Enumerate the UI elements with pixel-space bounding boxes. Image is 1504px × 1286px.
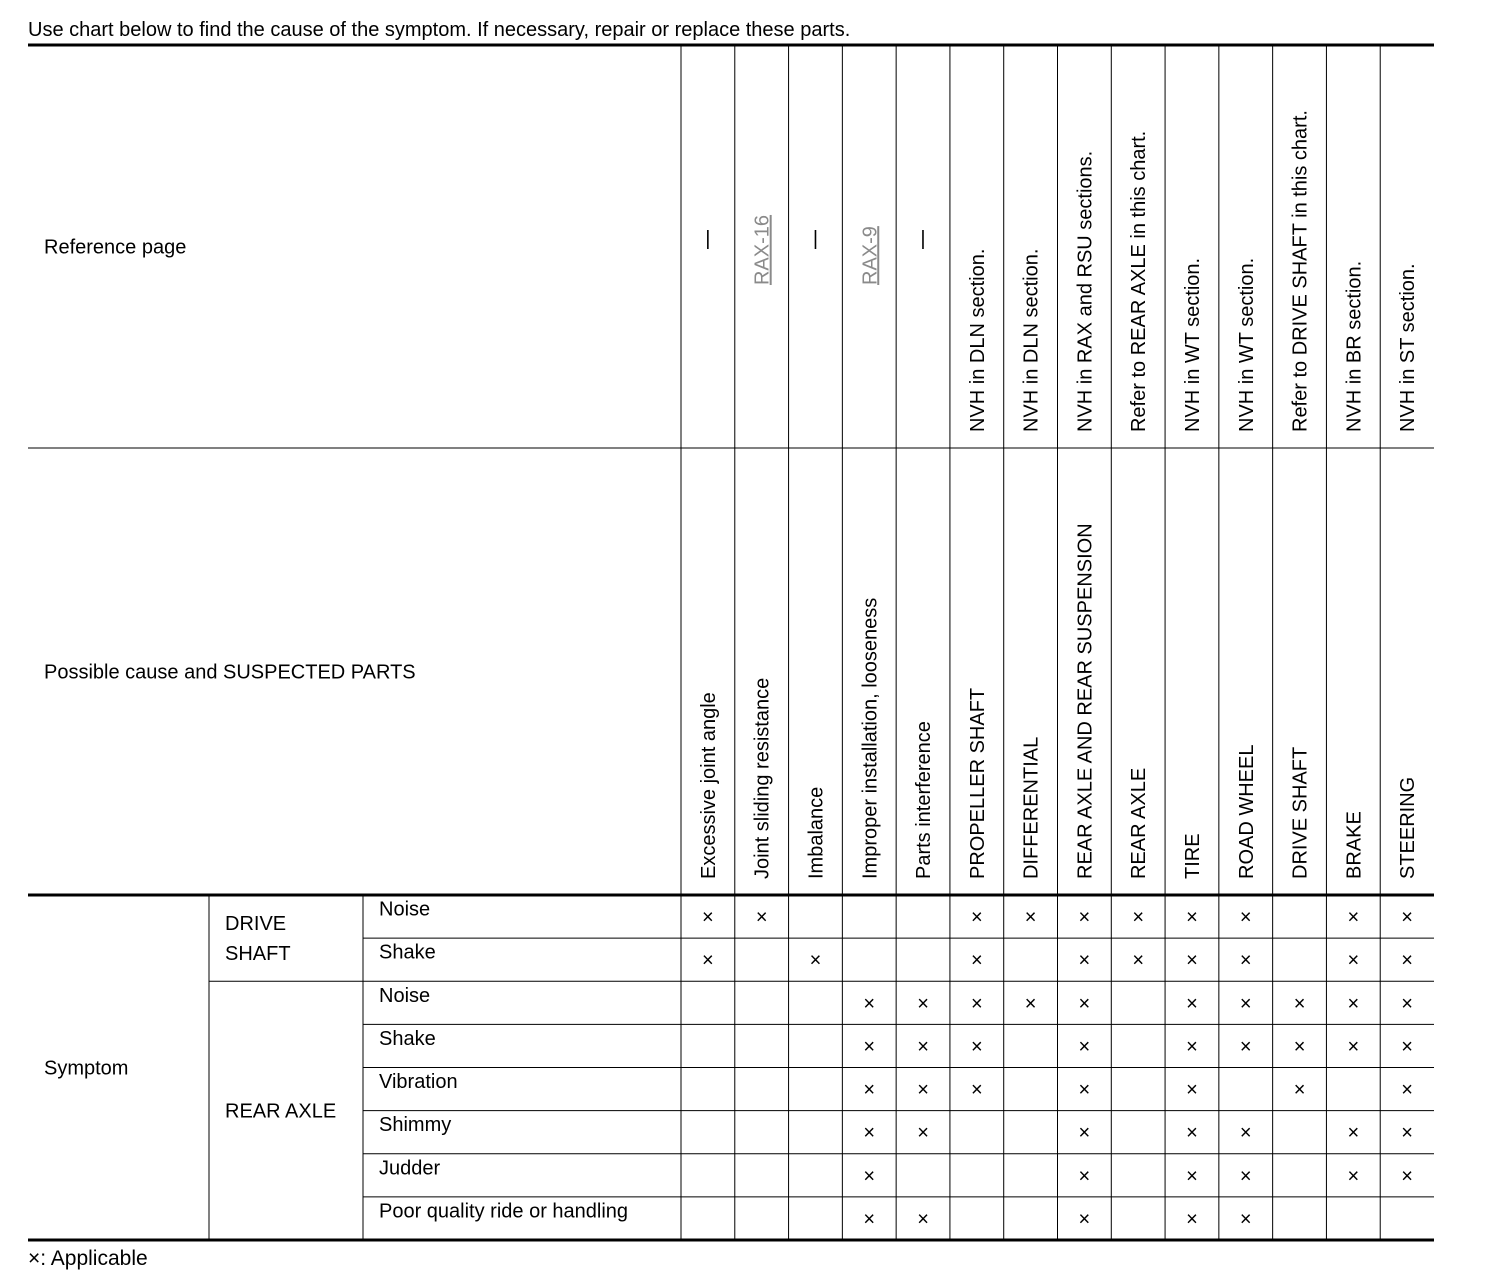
applicable-mark: × <box>1078 906 1091 929</box>
applicable-mark: × <box>1401 906 1413 929</box>
applicable-mark: × <box>1401 1165 1413 1188</box>
applicable-mark: × <box>1401 1079 1413 1102</box>
applicable-mark: × <box>1132 949 1145 972</box>
applicable-mark: × <box>1239 906 1252 929</box>
cause-label: REAR AXLE <box>1128 767 1151 879</box>
applicable-mark: × <box>863 1122 876 1145</box>
cause-label: Excessive joint angle <box>697 692 720 879</box>
legend-footnote: ×: Applicable <box>28 1247 148 1270</box>
applicable-mark: × <box>1186 1035 1198 1058</box>
applicable-mark: × <box>917 992 929 1015</box>
symptom-label: Symptom <box>44 1057 129 1080</box>
applicable-mark: × <box>1293 1035 1306 1058</box>
applicable-mark: × <box>1132 906 1145 929</box>
applicable-mark: × <box>1401 1122 1413 1145</box>
applicable-mark: × <box>1078 1122 1091 1145</box>
reference-label: NVH in BR section. <box>1343 260 1366 432</box>
applicable-mark: × <box>917 1122 929 1145</box>
applicable-mark: × <box>863 992 876 1015</box>
cause-label: REAR AXLE AND REAR SUSPENSION <box>1074 523 1097 879</box>
applicable-mark: × <box>1024 906 1037 929</box>
applicable-mark: × <box>1078 1165 1091 1188</box>
cause-label: TIRE <box>1181 833 1204 879</box>
cause-label: Joint sliding resistance <box>751 677 774 879</box>
reference-label: NVH in DLN section. <box>966 248 989 432</box>
reference-link[interactable]: RAX-9 <box>859 226 882 285</box>
applicable-mark: × <box>917 1208 929 1231</box>
reference-label: NVH in WT section. <box>1235 257 1258 432</box>
applicable-mark: × <box>863 1079 876 1102</box>
applicable-mark: × <box>1401 949 1413 972</box>
applicable-mark: × <box>863 1165 876 1188</box>
applicable-mark: × <box>970 949 983 972</box>
reference-label: Refer to DRIVE SHAFT in this chart. <box>1289 110 1312 432</box>
cause-label: Imbalance <box>805 786 828 879</box>
applicable-mark: × <box>1347 992 1360 1015</box>
applicable-mark: × <box>1186 949 1198 972</box>
symptom-name: Noise <box>379 898 431 921</box>
symptom-name: Shake <box>379 1027 436 1050</box>
cause-label: PROPELLER SHAFT <box>966 687 989 879</box>
cause-label: Parts interference <box>913 721 936 879</box>
applicable-mark: × <box>1401 1035 1413 1058</box>
reference-label: Refer to REAR AXLE in this chart. <box>1128 130 1151 432</box>
applicable-mark: × <box>1078 1208 1091 1231</box>
applicable-mark: × <box>1078 949 1091 972</box>
applicable-mark: × <box>1239 1208 1252 1231</box>
applicable-mark: × <box>1293 992 1306 1015</box>
applicable-mark: × <box>1239 1035 1252 1058</box>
cause-label: DIFFERENTIAL <box>1020 736 1043 879</box>
cause-label: DRIVE SHAFT <box>1289 746 1312 879</box>
possible-cause-label: Possible cause and SUSPECTED PARTS <box>44 661 416 684</box>
reference-label: NVH in RAX and RSU sections. <box>1074 150 1097 432</box>
applicable-mark: × <box>1078 1079 1091 1102</box>
applicable-mark: × <box>917 1035 929 1058</box>
symptom-name: Shimmy <box>379 1114 452 1137</box>
applicable-mark: × <box>755 906 768 929</box>
applicable-mark: × <box>970 1079 983 1102</box>
applicable-mark: × <box>1293 1079 1306 1102</box>
reference-dash: | <box>920 228 926 250</box>
reference-label: NVH in WT section. <box>1181 257 1204 432</box>
applicable-mark: × <box>1239 1165 1252 1188</box>
chart-grid <box>28 45 1434 1240</box>
cause-label: BRAKE <box>1343 811 1366 879</box>
symptom-name: Poor quality ride or handling <box>379 1200 629 1223</box>
symptom-name: Judder <box>379 1157 441 1180</box>
applicable-mark: × <box>1078 1035 1091 1058</box>
applicable-mark: × <box>970 992 983 1015</box>
symptom-group-label: REAR AXLE <box>225 1100 337 1123</box>
applicable-mark: × <box>917 1079 929 1102</box>
reference-page-label: Reference page <box>44 236 187 259</box>
applicable-mark: × <box>1347 906 1360 929</box>
reference-label: NVH in DLN section. <box>1020 248 1043 432</box>
reference-dash: | <box>705 228 711 250</box>
applicable-mark: × <box>1347 949 1360 972</box>
cause-label: Improper installation, looseness <box>859 597 882 879</box>
symptom-name: Vibration <box>379 1071 458 1094</box>
cause-label: ROAD WHEEL <box>1235 744 1258 879</box>
applicable-mark: × <box>1239 949 1252 972</box>
symptom-group-label: DRIVE <box>225 913 287 936</box>
chart-labels <box>44 110 1419 1222</box>
applicable-mark: × <box>702 949 714 972</box>
applicable-mark: × <box>1186 1079 1198 1102</box>
applicable-mark: × <box>1186 992 1198 1015</box>
reference-dash: | <box>812 228 819 250</box>
applicable-mark: × <box>970 906 983 929</box>
applicable-mark: × <box>1347 1165 1360 1188</box>
applicable-mark: × <box>702 906 714 929</box>
symptom-name: Shake <box>379 941 436 964</box>
symptom-group-label: SHAFT <box>225 943 291 966</box>
cause-label: STEERING <box>1397 776 1420 879</box>
symptom-name: Noise <box>379 984 431 1007</box>
applicable-mark: × <box>1347 1122 1360 1145</box>
applicable-mark: × <box>1186 1165 1198 1188</box>
applicable-mark: × <box>1186 1208 1198 1231</box>
applicable-mark: × <box>863 1035 876 1058</box>
reference-link[interactable]: RAX-16 <box>751 214 774 285</box>
applicable-mark: × <box>1239 1122 1252 1145</box>
applicable-mark: × <box>809 949 822 972</box>
applicable-mark: × <box>1186 906 1198 929</box>
applicable-mark: × <box>1186 1122 1198 1145</box>
intro-text: Use chart below to find the cause of the symptom. If necessary, repair or replace these parts. <box>28 19 851 41</box>
applicable-mark: × <box>1239 992 1252 1015</box>
applicable-mark: × <box>1078 992 1091 1015</box>
applicable-mark: × <box>863 1208 876 1231</box>
applicable-mark: × <box>1347 1035 1360 1058</box>
applicable-mark: × <box>970 1035 983 1058</box>
applicable-mark: × <box>1401 992 1413 1015</box>
reference-label: NVH in ST section. <box>1397 263 1420 432</box>
applicable-mark: × <box>1024 992 1037 1015</box>
